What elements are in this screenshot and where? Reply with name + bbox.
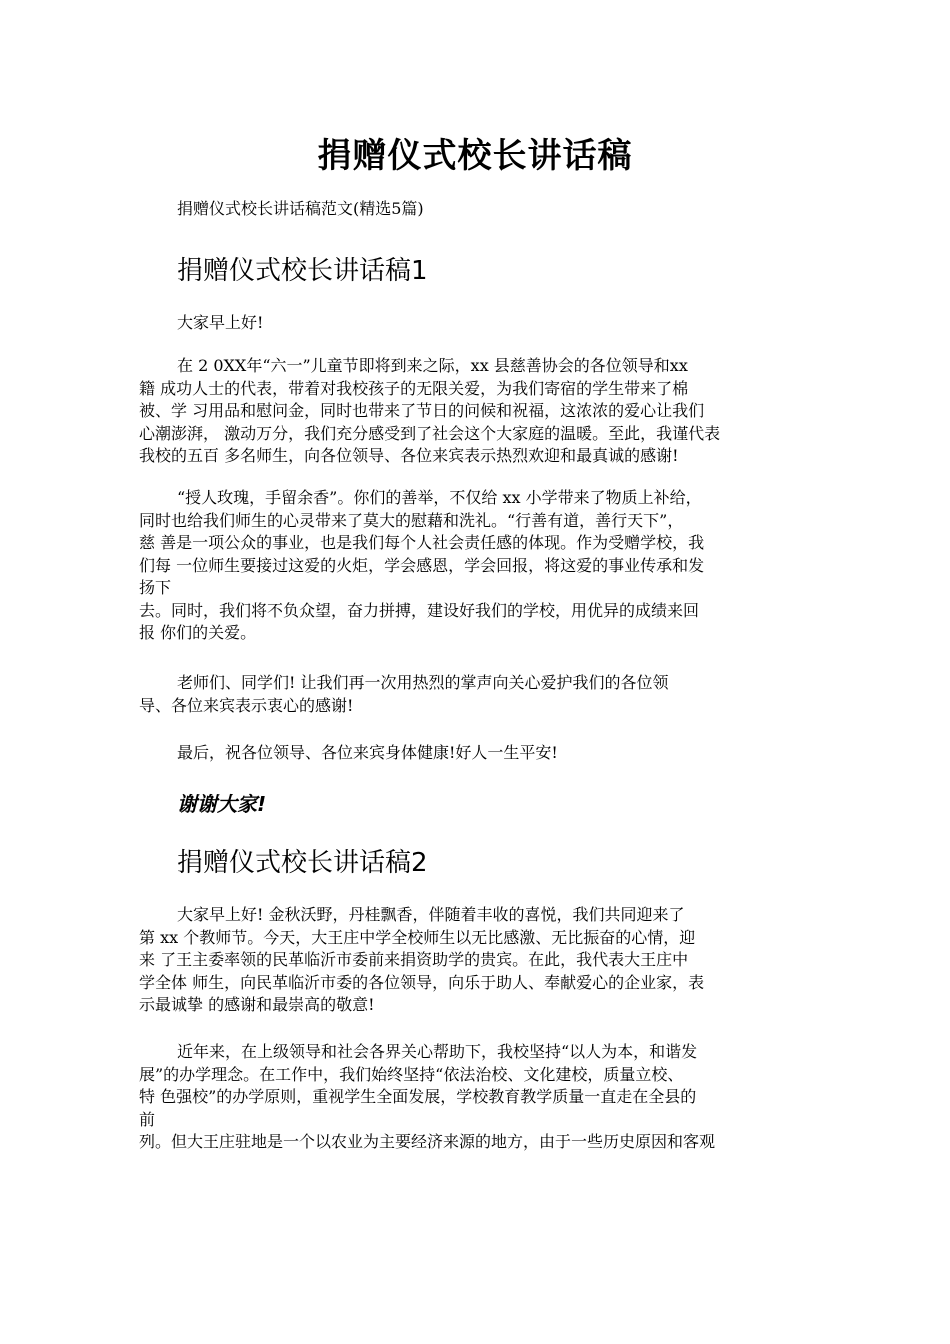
document-title: 捐赠仪式校长讲话稿 — [317, 136, 633, 176]
text-line: 导、各位来宾表示衷心的感谢! — [139, 695, 354, 715]
section1-paragraph-2 — [139, 487, 824, 645]
section1-thanks: 谢谢大家! — [177, 792, 267, 816]
section1-heading: 捐赠仪式校长讲话稿1 — [177, 256, 428, 286]
text-line: 展”的办学理念。在工作中，我们始终坚持“依法治校、文化建校，质量立校、 — [139, 1064, 684, 1084]
text-line: 被、学 习用品和慰问金，同时也带来了节日的问候和祝福，这浓浓的爱心让我们 — [139, 401, 705, 420]
document-subtitle: 捐赠仪式校长讲话稿范文(精选5篇) — [177, 199, 424, 218]
text-line: 学全体 师生，向民革临沂市委的各位领导，向乐于助人、奉献爱心的企业家，表 — [139, 972, 705, 992]
text-line: 大家早上好! 金秋沃野，丹桂飘香，伴随着丰收的喜悦，我们共同迎来了 — [177, 905, 685, 924]
text-line: 第 xx 个教师节。今天，大王庄中学全校师生以无比感激、无比振奋的心情，迎 — [139, 927, 696, 947]
section2-heading: 捐赠仪式校长讲话稿2 — [177, 848, 428, 878]
text-line: 来 了王主委率领的民革临沂市委前来捐资助学的贵宾。在此，我代表大王庄中 — [139, 950, 689, 969]
section1-paragraph-1 — [139, 355, 824, 468]
section2-paragraph-2 — [139, 1041, 824, 1154]
section2-paragraph-1 — [139, 904, 824, 1017]
text-line: 们每 一位师生要接过这爱的火炬，学会感恩，学会回报，将这爱的事业传承和发 — [139, 555, 705, 575]
section1-greeting: 大家早上好! — [177, 313, 264, 332]
text-line: 我校的五百 多名师生，向各位领导、各位来宾表示热烈欢迎和最真诚的感谢! — [139, 446, 679, 465]
text-line: 心潮澎湃， 激动万分，我们充分感受到了社会这个大家庭的温暖。至此，我谨代表 — [139, 423, 721, 443]
text-line: 慈 善是一项公众的事业，也是我们每个人社会责任感的体现。作为受赠学校，我 — [139, 533, 705, 552]
text-line: 报 你们的关爱。 — [139, 623, 257, 642]
text-line: 示最诚挚 的感谢和最崇高的敬意! — [139, 995, 375, 1014]
section1-closing: 最后，祝各位领导、各位来宾身体健康!好人一生平安! — [177, 743, 558, 762]
text-line: 特 色强校”的办学原则，重视学生全面发展，学校教育教学质量一直走在全县的 — [139, 1087, 697, 1106]
text-line: “授人玫瑰，手留余香”。你们的善举，不仅给 xx 小学带来了物质上补给， — [177, 488, 702, 507]
text-line: 在 2 0XX年“六一”儿童节即将到来之际，xx 县慈善协会的各位领导和xx — [177, 356, 688, 375]
text-line: 列。但大王庄驻地是一个以农业为主要经济来源的地方，由于一些历史原因和客观 — [139, 1132, 716, 1151]
text-line: 籍 成功人士的代表，带着对我校孩子的无限关爱，为我们寄宿的学生带来了棉 — [139, 378, 689, 398]
section1-paragraph-3 — [139, 672, 824, 717]
text-line: 去。同时，我们将不负众望，奋力拼搏，建设好我们的学校，用优异的成绩来回 — [139, 600, 700, 620]
text-line: 近年来，在上级领导和社会各界关心帮助下，我校坚持“以人为本，和谐发 — [177, 1042, 698, 1061]
text-line: 同时也给我们师生的心灵带来了莫大的慰藉和洗礼。“行善有道，善行天下”， — [139, 510, 684, 530]
text-line: 扬下 — [139, 578, 172, 597]
text-line: 前 — [139, 1109, 156, 1129]
text-line: 老师们、同学们! 让我们再一次用热烈的掌声向关心爱护我们的各位领 — [177, 673, 669, 692]
